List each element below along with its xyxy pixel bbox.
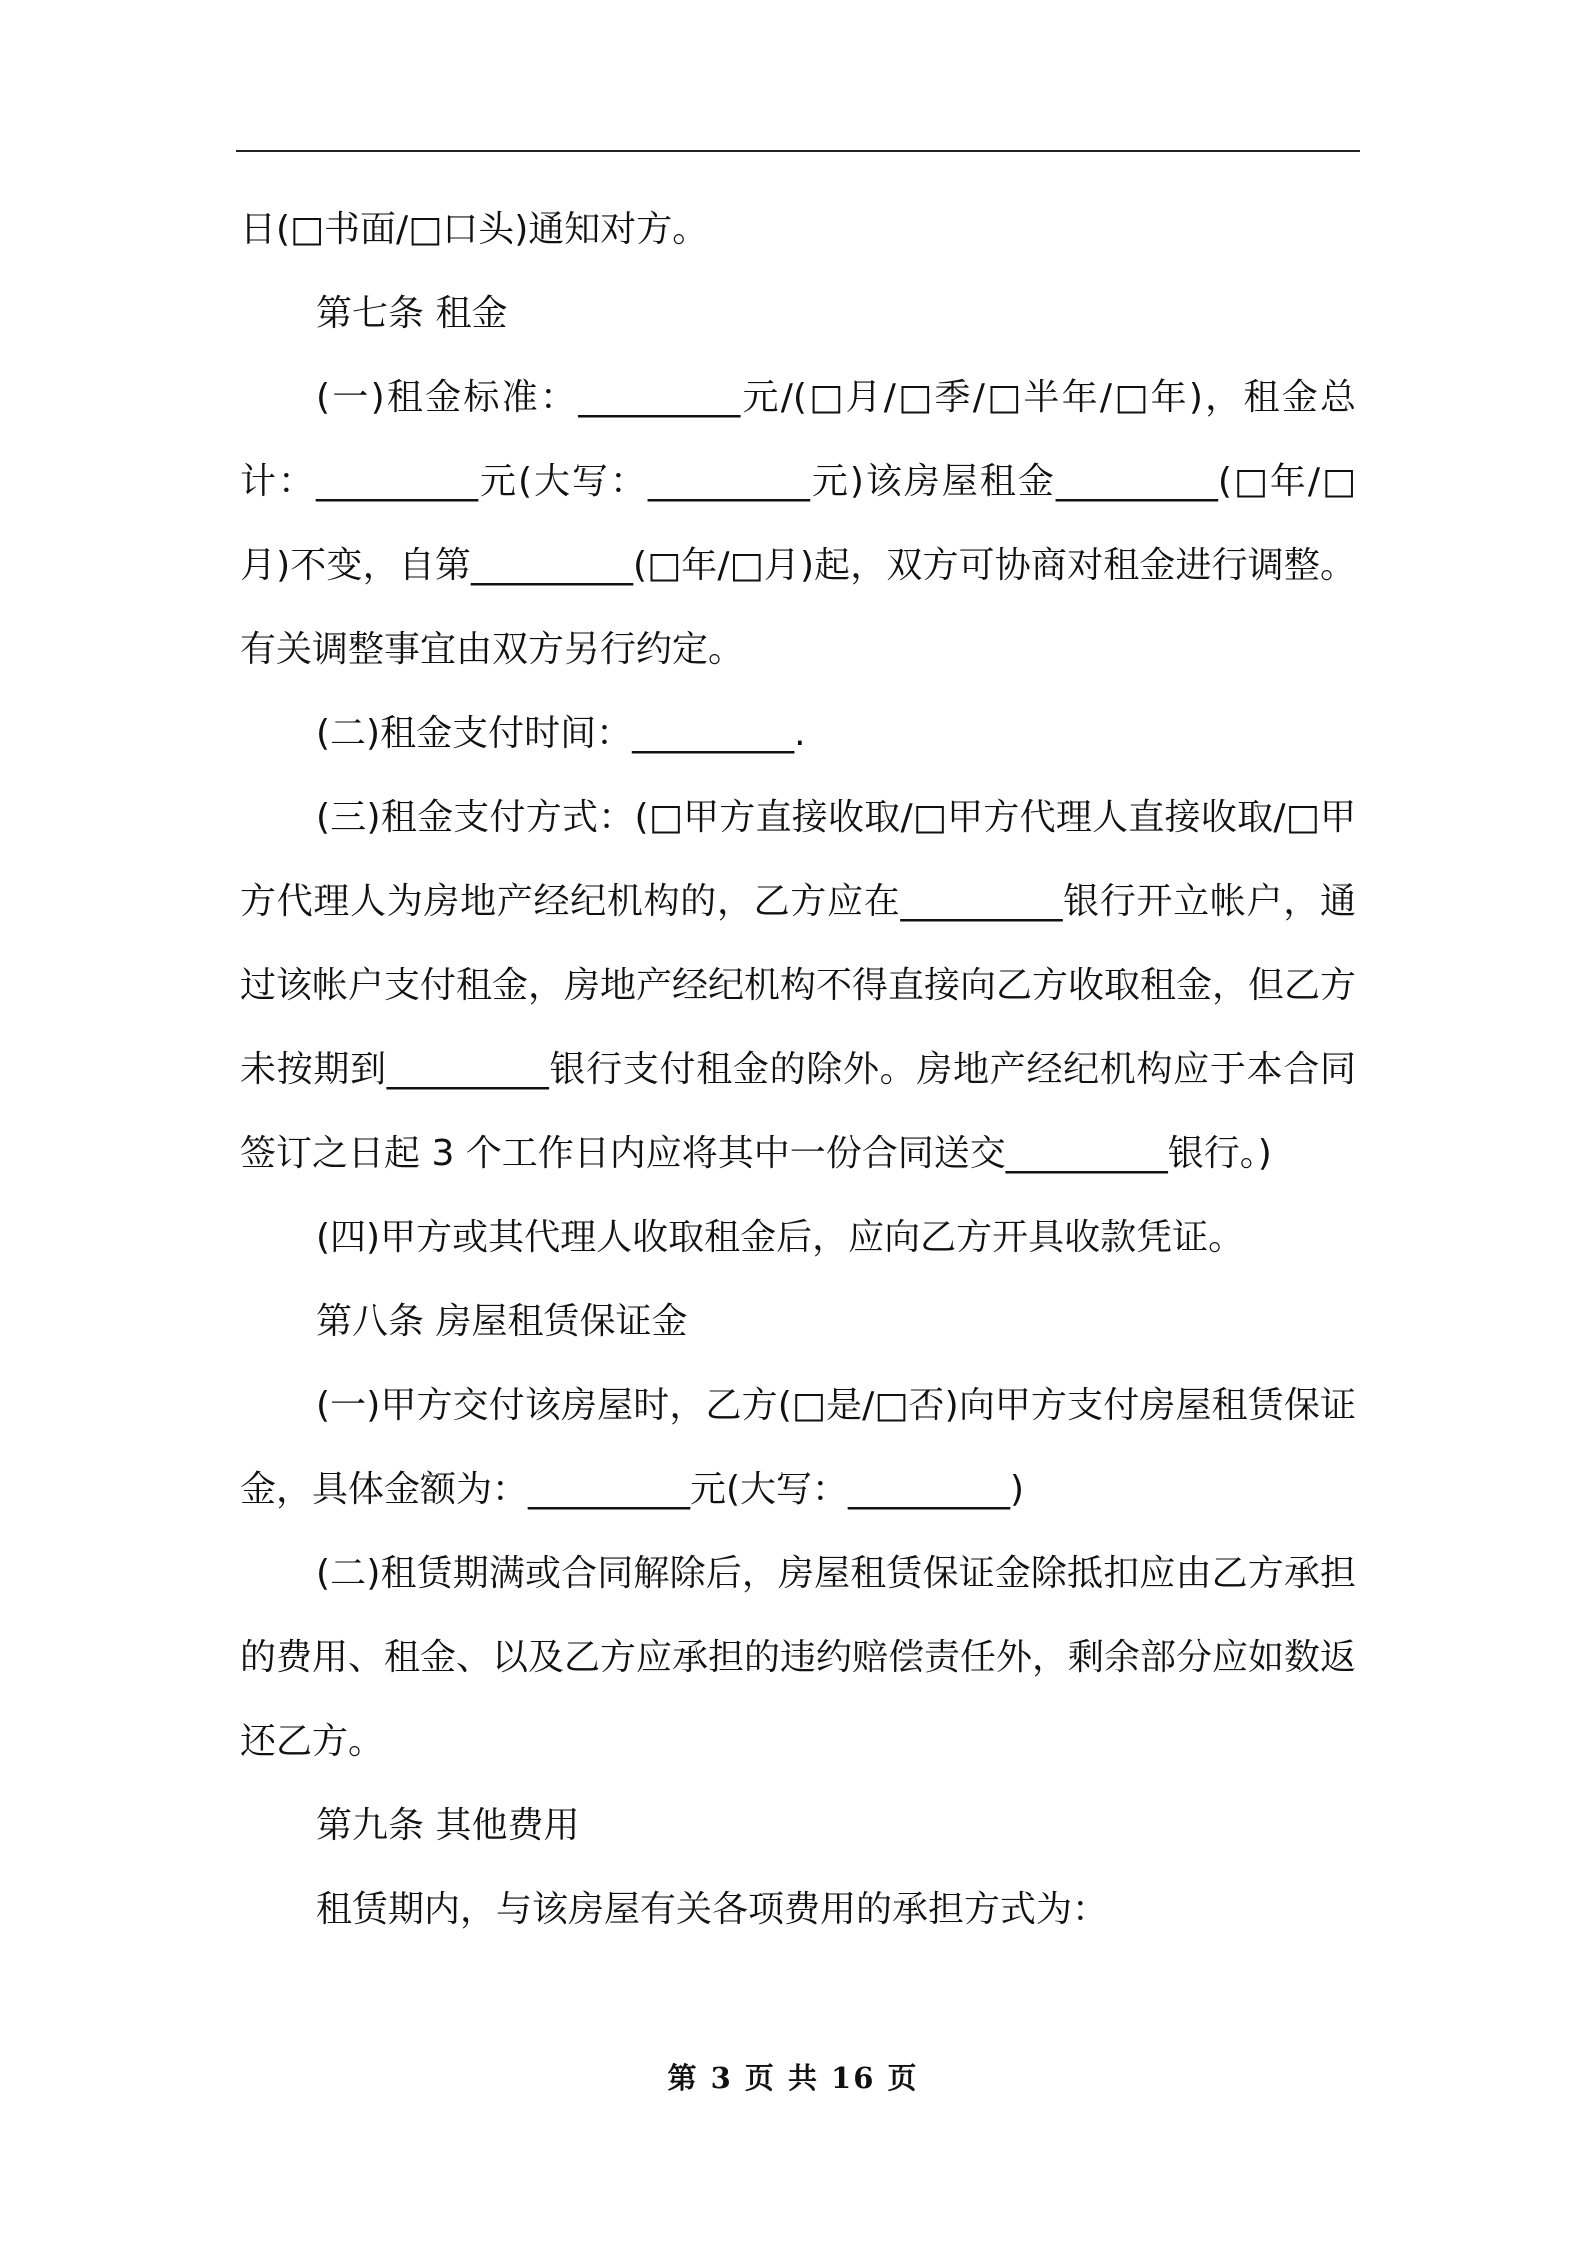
deposit-payment-clause: (一)甲方交付该房屋时，乙方(□是/□否)向甲方支付房屋租赁保证金，具体金额为：_________元(大写：_________) xyxy=(240,1385,1356,1510)
rent-payment-time-clause: (二)租金支付时间：_________. xyxy=(316,713,806,754)
deposit-refund-clause: (二)租赁期满或合同解除后，房屋租赁保证金除抵扣应由乙方承担的费用、租金、以及乙方应承担的违约赔偿责任外，剩余部分应如数返还乙方。 xyxy=(240,1553,1357,1762)
rent-payment-method-clause: (三)租金支付方式：(□甲方直接收取/□甲方代理人直接收取/□甲方代理人为房地产经纪机构的，乙方应在_________银行开立帐户，通过该帐户支付租金，房地产经纪机构不得直接向乙方收取租金，但乙方未按期到_________银行支付租金的除外。房地产经纪机构应于本合同签订之日起 3 个工作日内应将其中一份合同送交_________银行。) xyxy=(240,797,1357,1174)
article-9-heading: 第九条 其他费用 xyxy=(316,1805,580,1846)
page-number: 第 3 页 共 16 页 xyxy=(667,2061,919,2095)
header-rule xyxy=(236,150,1360,152)
rent-standard-clause: (一)租金标准：_________元/(□月/□季/□半年/□年)，租金总计：_________元(大写：_________元)该房屋租金_________(□年/□月)不变，自第_________(□年/□月)起，双方可协商对租金进行调整。有关调整事宜由双方另行约定。 xyxy=(240,377,1356,670)
article-8-heading: 第八条 房屋租赁保证金 xyxy=(316,1301,688,1342)
paragraph-notice-end: 日(□书面/□口头)通知对方。 xyxy=(240,209,709,250)
other-fees-clause: 租赁期内，与该房屋有关各项费用的承担方式为： xyxy=(316,1889,1109,1930)
rent-receipt-clause: (四)甲方或其代理人收取租金后，应向乙方开具收款凭证。 xyxy=(316,1217,1245,1258)
document-body xyxy=(240,188,1356,1952)
article-7-heading: 第七条 租金 xyxy=(316,293,508,334)
